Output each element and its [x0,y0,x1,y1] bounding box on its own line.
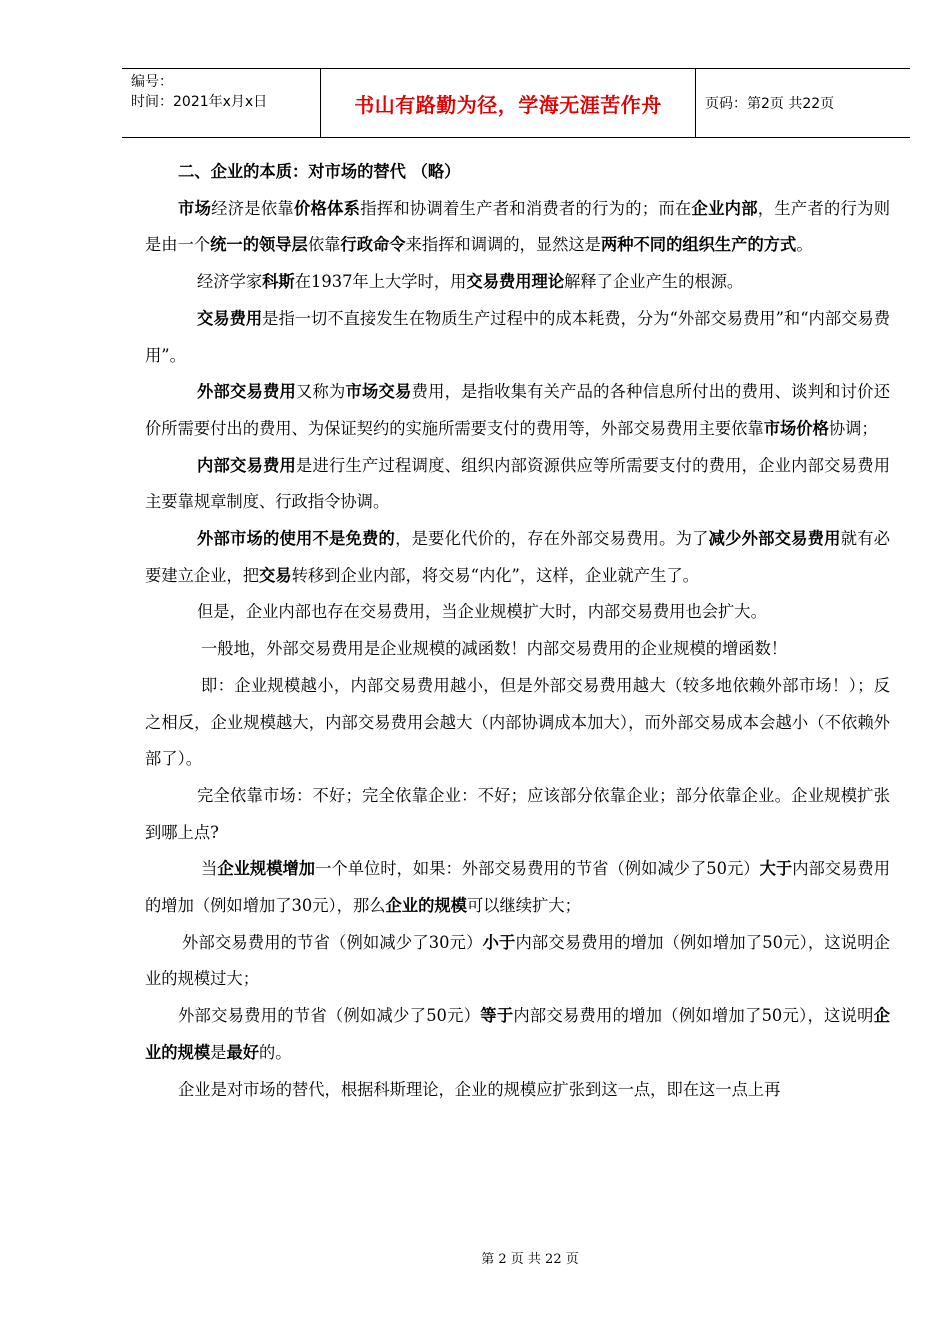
text-run: 协调； [828,418,878,438]
bold-term: 交易费用 [197,308,263,328]
document-time-label: 时间：2021年x月x日 [131,94,268,110]
page-footer: 第 2 页 共 22 页 [481,1252,579,1267]
text-run: 是 [210,1042,227,1062]
paragraph-transaction-cost [145,301,890,374]
text-run: 转移到企业内部，将交易“内化”，这样，企业就产生了。 [291,565,699,585]
bold-term: 最好 [226,1042,260,1062]
paragraph-external-cost [145,374,890,447]
paragraph-functions: 一般地，外部交易费用是企业规模的减函数！内部交易费用的企业规模的增函数！ [201,639,788,659]
text-run: 的。 [259,1042,292,1062]
bold-term: 市场价格 [763,418,829,438]
text-run: 指挥和协调着生产者和消费者的行为的；而在 [360,198,692,218]
text-run: 是指一切不直接发生在物质生产过程中的成本耗费，分为“外部交易费用”和“内部交易费用”。 [145,308,890,365]
bold-term: 市场交易 [345,382,412,402]
bold-term: 交易 [258,565,292,585]
bold-term: 内部交易费用 [197,455,297,475]
header-info-cell [122,69,321,137]
text-run: 就有必要建立企业，把 [145,529,890,585]
text-run: 又称为 [296,382,346,402]
section-heading: 二、企业的本质：对市场的替代 （略） [178,162,461,181]
bold-term: 企业规模增加 [217,859,316,879]
bold-term: 市场 [178,198,212,218]
paragraph-conclusion: 企业是对市场的替代，根据科斯理论，企业的规模应扩张到这一点，即在这一点上再 [178,1079,781,1099]
text-run: 外部交易费用的节省（例如减少了50元） [178,1006,481,1026]
bold-term: 行政命令 [340,235,406,255]
bold-term: 企业的规模 [145,1006,890,1062]
text-run: 内部交易费用的增加（例如增加了50元），这说明企业的规模过大； [145,932,890,989]
paragraph-coase [145,264,890,301]
text-run: 来指挥和调调的，显然这是 [405,235,601,255]
text-run: 解释了企业产生的根源。 [564,272,744,292]
paragraph-question: 完全依靠市场：不好；完全依靠企业：不好；应该部分依靠企业；部分依靠企业。企业规模扩张到哪上点? [145,785,890,842]
header-page-number: 页码：第2页 共22页 [705,96,835,112]
text-run: 外部交易费用的节省（例如减少了30元） [182,932,483,952]
bold-term: 大于 [759,859,793,879]
bold-term: 价格体系 [293,198,361,218]
text-run: 。 [796,235,813,255]
paragraph-equal [145,998,890,1071]
text-run: ，是要化代价的，存在外部交易费用。为了 [395,529,709,549]
bold-term: 小于 [482,932,516,952]
text-run: ，生产者的行为则是由一个 [145,198,890,255]
bold-term: 统一的领导层 [210,235,308,255]
document-number-label: 编号： [131,74,173,90]
paragraph-firm-emergence [145,521,890,594]
bold-term: 企业内部 [691,198,758,218]
text-run: 当 [201,859,218,879]
bold-term: 等于 [480,1006,514,1026]
document-body [145,154,890,1108]
header-motto: 书山有路勤为径，学海无涯苦作舟 [321,69,696,137]
text-run: 依靠 [307,235,341,255]
bold-term: 减少外部交易费用 [708,529,841,549]
text-run: 在1937年上大学时，用 [294,272,467,292]
text-run: 一个单位时，如果：外部交易费用的节省（例如减少了50元） [315,859,760,879]
text-run: 经济是依靠 [211,198,294,218]
paragraph-market-vs-firm [145,191,890,264]
paragraph-internal-cost [145,448,890,521]
paragraph-explanation: 即：企业规模越小，内部交易费用越小，但是外部交易费用越大（较多地依赖外部市场！）；反之相反，企业规模越大，内部交易费用会越大（内部协调成本加大），而外部交易成本会越小（不依赖外部了）。 [145,675,890,769]
paragraph-less-than [145,925,890,998]
bold-term: 交易费用理论 [466,272,565,292]
bold-term: 外部市场的使用不是免费的 [197,529,396,549]
page-header [122,68,910,138]
paragraph-internal-growth: 但是，企业内部也存在交易费用，当企业规模扩大时，内部交易费用也会扩大。 [197,602,767,622]
paragraph-greater-than [145,851,890,924]
text-run: 经济学家 [197,272,263,292]
text-run: 内部交易费用的增加（例如增加了30元），那么 [145,859,890,916]
text-run: 可以继续扩大； [466,896,581,916]
text-run: 是进行生产过程调度、组织内部资源供应等所需要支付的费用，企业内部交易费用主要靠规章制度、行政指令协调。 [145,455,890,512]
text-run: 内部交易费用的增加（例如增加了50元），这说明 [513,1006,874,1026]
bold-term: 科斯 [262,272,295,292]
text-run: 费用，是指收集有关产品的各种信息所付出的费用、谈判和讨价还价所需要付出的费用、为保证契约的实施所需要支付的费用等，外部交易费用主要依靠 [145,382,890,438]
bold-term: 企业的规模 [385,896,467,916]
bold-term: 两种不同的组织生产的方式 [600,235,797,255]
bold-term: 外部交易费用 [197,382,297,402]
